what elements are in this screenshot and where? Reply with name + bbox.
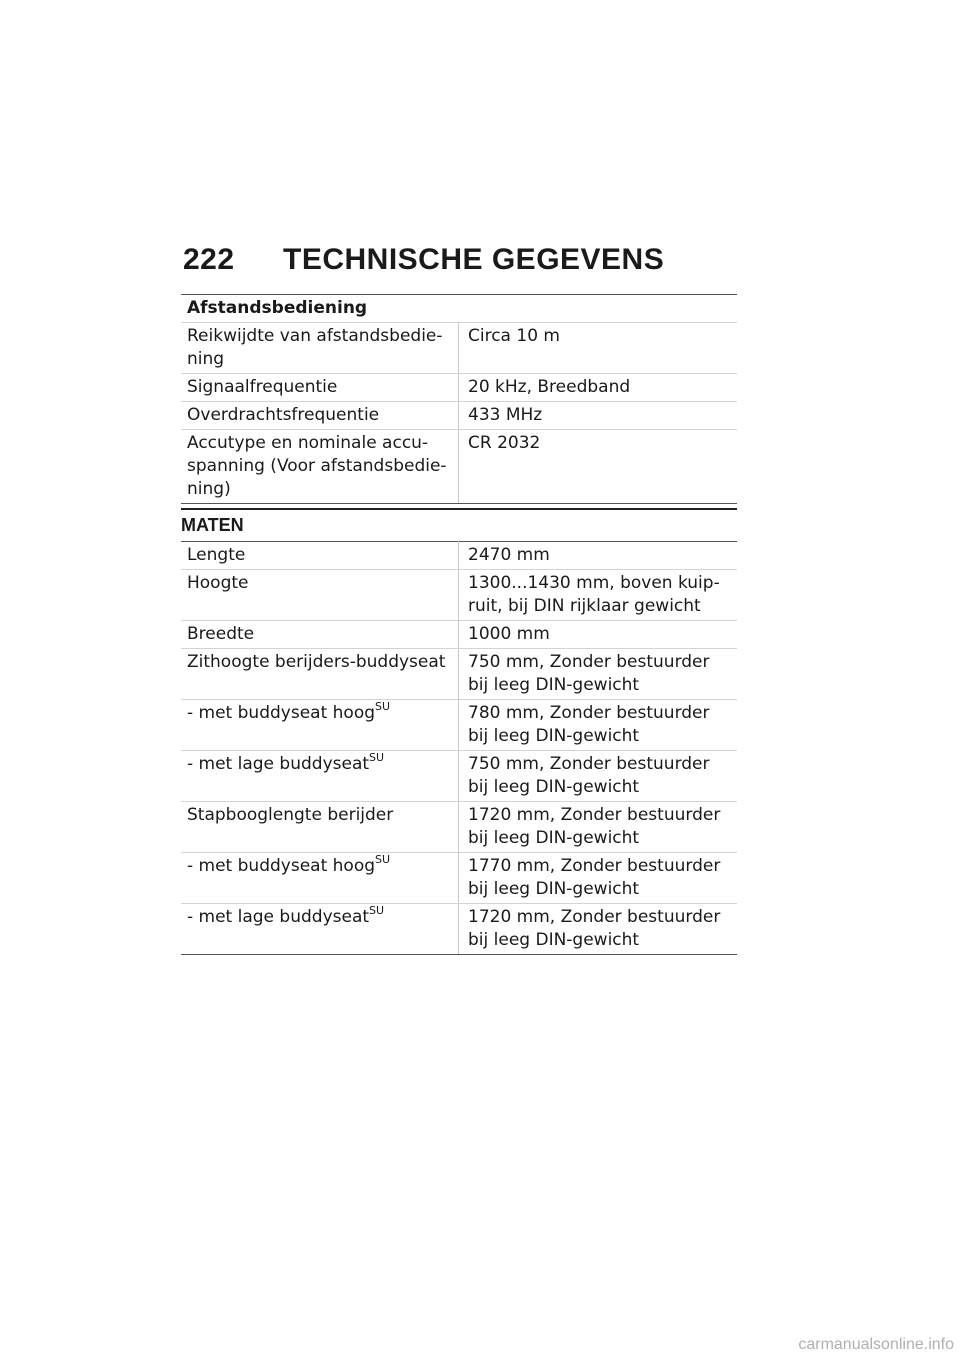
spec-value xyxy=(459,430,738,504)
spec-label xyxy=(181,751,459,802)
table-caption-row xyxy=(181,295,737,323)
table-row xyxy=(181,374,737,402)
spec-label-line xyxy=(187,753,452,776)
spec-value-line: bij leeg DIN-gewicht xyxy=(468,726,640,746)
spec-value xyxy=(459,621,738,649)
spec-label xyxy=(181,542,459,570)
spec-value-line: 1000 mm xyxy=(468,624,550,644)
spec-label-line xyxy=(187,906,452,929)
dimensions-spec-table xyxy=(181,541,737,955)
table-row xyxy=(181,402,737,430)
spec-value xyxy=(459,570,738,621)
spec-label-line xyxy=(187,702,452,725)
spec-value xyxy=(459,751,738,802)
spec-label-line xyxy=(187,855,452,878)
spec-value-line: 1720 mm, Zonder bestuurder xyxy=(468,805,721,825)
spec-label-line: Breedte xyxy=(187,624,255,644)
spec-value-line: bij leeg DIN-gewicht xyxy=(468,828,640,848)
table-row xyxy=(181,570,737,621)
spec-label xyxy=(181,323,459,374)
spec-value xyxy=(459,374,738,402)
table-row xyxy=(181,751,737,802)
spec-value-line: bij leeg DIN-gewicht xyxy=(468,879,640,899)
table-row xyxy=(181,430,737,504)
option-marker: SU xyxy=(375,700,391,713)
spec-value xyxy=(459,802,738,853)
spec-value xyxy=(459,542,738,570)
spec-label xyxy=(181,802,459,853)
spec-value-line: CR 2032 xyxy=(468,433,541,453)
spec-value-line: bij leeg DIN-gewicht xyxy=(468,675,640,695)
option-marker: SU xyxy=(369,904,385,917)
spec-value-line: Circa 10 m xyxy=(468,326,560,346)
spec-label-text: - met lage buddyseat xyxy=(187,907,370,927)
spec-label-line: spanning (Voor afstandsbedie- xyxy=(187,456,447,476)
spec-value-line: 20 kHz, Breedband xyxy=(468,377,631,397)
page-header xyxy=(183,243,743,277)
table-row xyxy=(181,323,737,374)
table-row xyxy=(181,649,737,700)
spec-value xyxy=(459,904,738,955)
spec-label-line: ning xyxy=(187,349,225,369)
table-row xyxy=(181,904,737,955)
spec-value-line: 780 mm, Zonder bestuurder xyxy=(468,703,710,723)
spec-label-line: Zithoogte berijders-buddyseat xyxy=(187,652,446,672)
spec-label xyxy=(181,700,459,751)
table-row xyxy=(181,621,737,649)
spec-label-text: - met buddyseat hoog xyxy=(187,856,376,876)
spec-label-line: ning) xyxy=(187,479,231,499)
table-caption: Afstandsbediening xyxy=(181,295,737,323)
spec-label xyxy=(181,904,459,955)
option-marker: SU xyxy=(375,853,391,866)
table-row xyxy=(181,542,737,570)
spec-value xyxy=(459,649,738,700)
spec-label-line: Lengte xyxy=(187,545,246,565)
spec-value-line: bij leeg DIN-gewicht xyxy=(468,930,640,950)
spec-value xyxy=(459,402,738,430)
spec-label-text: - met buddyseat hoog xyxy=(187,703,376,723)
section-title-maten: MATEN xyxy=(181,508,737,536)
spec-label xyxy=(181,374,459,402)
watermark-text: carmanualsonline.info xyxy=(798,1336,954,1353)
spec-value-line: 750 mm, Zonder bestuurder xyxy=(468,754,710,774)
table-row xyxy=(181,802,737,853)
spec-label xyxy=(181,430,459,504)
page-number: 222 xyxy=(183,243,235,276)
spec-value-line: 1770 mm, Zonder bestuurder xyxy=(468,856,721,876)
spec-value-line: 2470 mm xyxy=(468,545,550,565)
spec-label-text: - met lage buddyseat xyxy=(187,754,370,774)
spec-label-line: Reikwijdte van afstandsbedie- xyxy=(187,326,443,346)
spec-label-line: Signaalfrequentie xyxy=(187,377,338,397)
spec-value-line: 433 MHz xyxy=(468,405,543,425)
spec-value-line: 1720 mm, Zonder bestuurder xyxy=(468,907,721,927)
spec-value xyxy=(459,323,738,374)
spec-value-line: 1300...1430 mm, boven kuip- xyxy=(468,573,720,593)
spec-label xyxy=(181,402,459,430)
spec-label xyxy=(181,853,459,904)
spec-value-line: bij leeg DIN-gewicht xyxy=(468,777,640,797)
spec-label-line: Overdrachtsfrequentie xyxy=(187,405,380,425)
spec-label-line: Hoogte xyxy=(187,573,249,593)
option-marker: SU xyxy=(369,751,385,764)
spec-value xyxy=(459,700,738,751)
table-row xyxy=(181,700,737,751)
page-title: TECHNISCHE GEGEVENS xyxy=(283,243,665,276)
spec-label xyxy=(181,570,459,621)
spec-value xyxy=(459,853,738,904)
remote-spec-table xyxy=(181,294,737,504)
spec-value-line: ruit, bij DIN rijklaar gewicht xyxy=(468,596,701,616)
spec-label xyxy=(181,621,459,649)
table-row xyxy=(181,853,737,904)
spec-label-line: Accutype en nominale accu- xyxy=(187,433,429,453)
spec-label-line: Stapbooglengte berijder xyxy=(187,805,394,825)
spec-value-line: 750 mm, Zonder bestuurder xyxy=(468,652,710,672)
spec-label xyxy=(181,649,459,700)
